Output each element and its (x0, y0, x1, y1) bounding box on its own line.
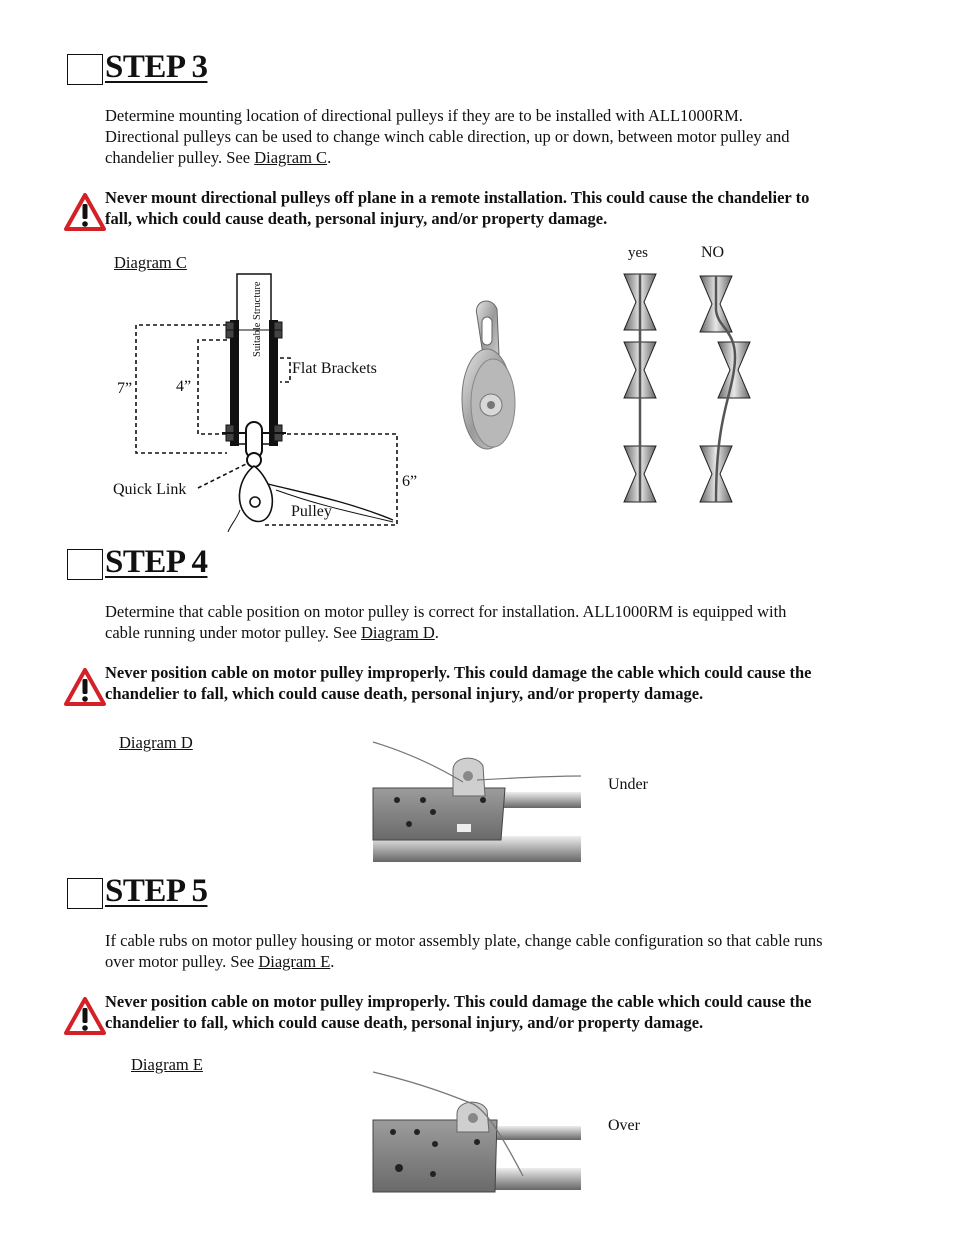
step4-warning: Never position cable on motor pulley improperly. This could damage the cable which could cause the chandelier to fall, which could cause death, personal injury, and/or property damage. (105, 663, 812, 703)
warning-triangle-icon (64, 668, 106, 706)
step3-title: STEP 3 (105, 49, 208, 85)
step5-checkbox[interactable] (67, 878, 103, 909)
diagram-e-link[interactable]: Diagram E (258, 952, 331, 971)
warning-triangle-icon (64, 193, 106, 231)
step4-checkbox[interactable] (67, 549, 103, 580)
dim-4-label: 4” (176, 378, 192, 395)
diagram-c-link[interactable]: Diagram C (254, 148, 328, 167)
step4-title: STEP 4 (105, 544, 208, 580)
yes-label: yes (628, 245, 648, 261)
pulley-alignment-drawing (620, 270, 760, 510)
step3-para-line2: Directional pulleys can be used to change winch cable direction, up or down, between motor pulley and (105, 127, 790, 146)
step3-para-line1: Determine mounting location of directional pulleys if they are to be installed with ALL1000RM. (105, 106, 743, 125)
step5-warning: Never position cable on motor pulley improperly. This could damage the cable which could cause the chandelier to fall, which could cause death, personal injury, and/or property damage. (105, 992, 812, 1032)
warning-triangle-icon (64, 997, 106, 1035)
step3-para-line3: chandelier pulley. See Diagram C. (105, 148, 332, 167)
diagram-d-label: Diagram D (119, 733, 193, 752)
pulley-label: Pulley (291, 503, 332, 520)
quick-link-label: Quick Link (113, 481, 187, 498)
diagram-e-label: Diagram E (131, 1055, 203, 1074)
structure-label: Suitable Structure (252, 281, 263, 357)
no-label: NO (701, 244, 725, 261)
step3-checkbox[interactable] (67, 54, 103, 85)
motor-pulley-under-photo (373, 740, 581, 866)
step5-title: STEP 5 (105, 873, 208, 909)
step4-paragraph: Determine that cable position on motor pulley is correct for installation. ALL1000RM is equipped with cable running under motor pulley. See Diagram D. (105, 602, 787, 642)
step3-paragraph (105, 105, 865, 168)
under-label: Under (608, 776, 648, 793)
flat-brackets-label: Flat Brackets (292, 360, 377, 377)
dim-7-label: 7” (117, 380, 133, 397)
diagram-d-link[interactable]: Diagram D (360, 623, 435, 642)
dim-6-label: 6” (402, 473, 418, 490)
step5-paragraph: If cable rubs on motor pulley housing or motor assembly plate, change cable configuration so that cable runs over motor pulley. See Diagram E. (105, 931, 823, 971)
directional-pulley-photo (455, 295, 535, 465)
step3-warning: Never mount directional pulleys off plane in a remote installation. This could cause the chandelier to fall, which could cause death, personal injury, and/or property damage. (105, 188, 810, 228)
diagram-c-label: Diagram C (114, 253, 187, 272)
over-label: Over (608, 1117, 640, 1134)
motor-pulley-over-photo (373, 1070, 581, 1194)
